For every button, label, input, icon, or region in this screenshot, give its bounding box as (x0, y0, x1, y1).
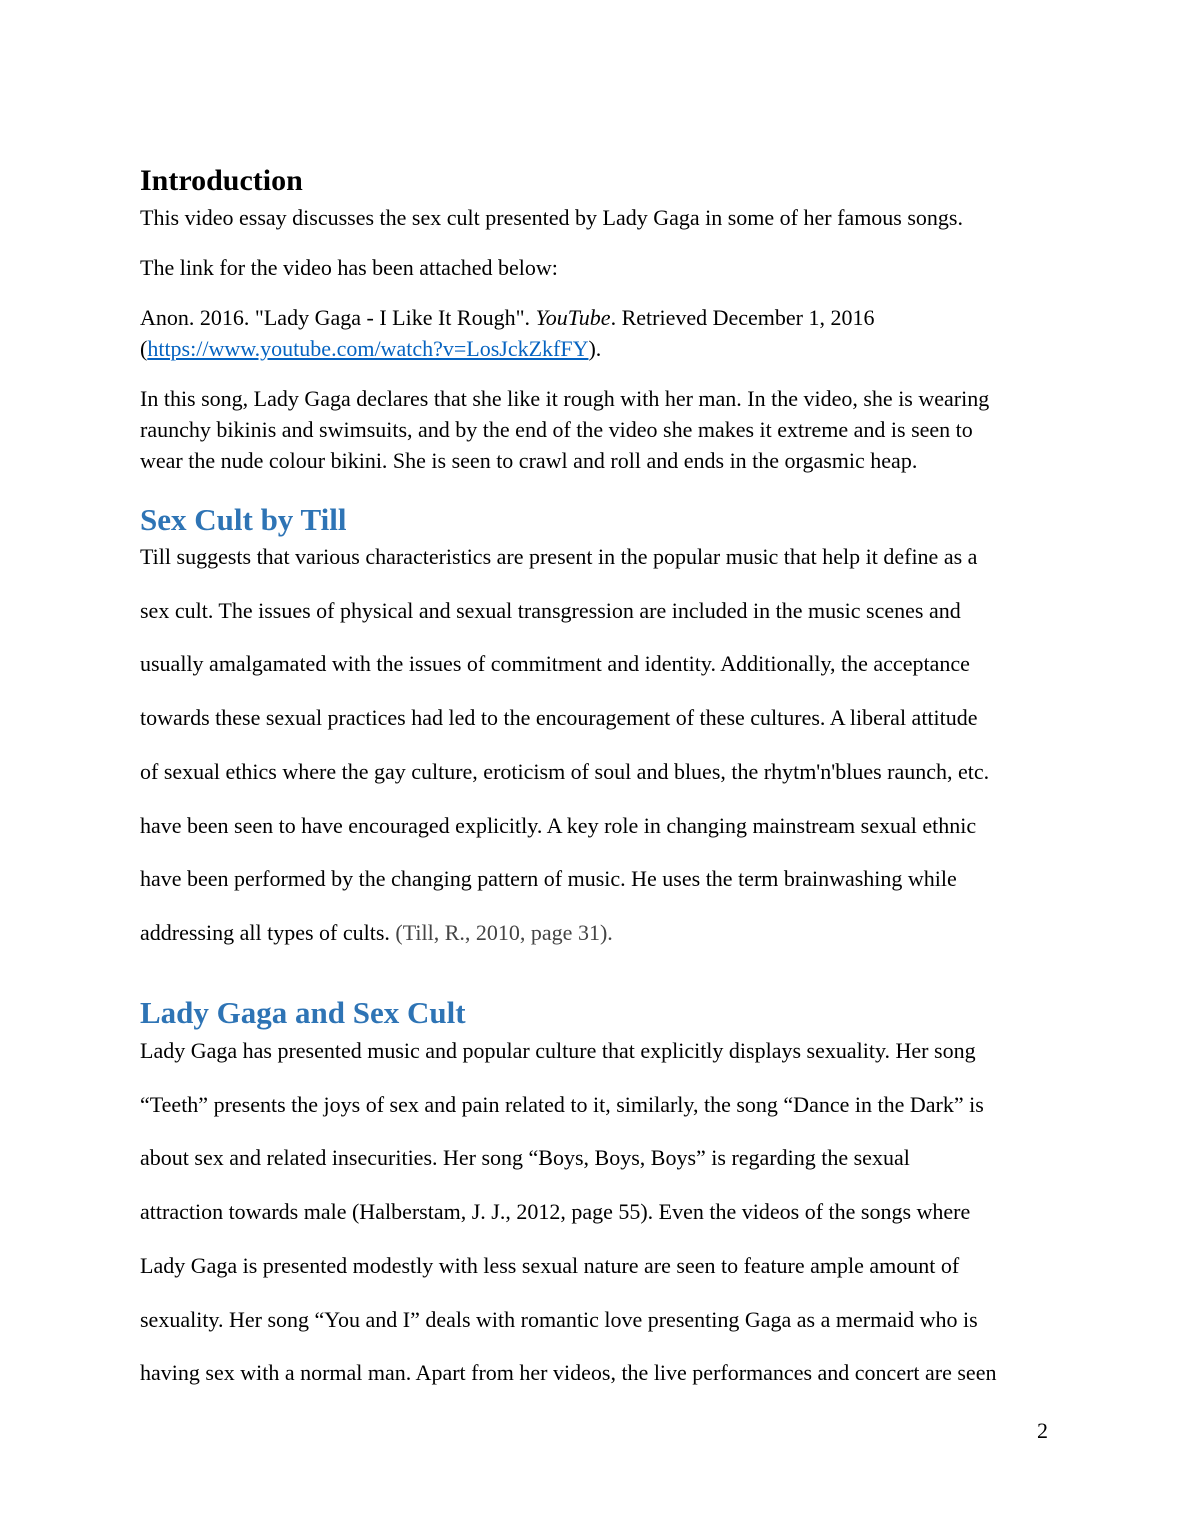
youtube-link[interactable]: https://www.youtube.com/watch?v=LosJckZkfFY (147, 336, 589, 361)
text-line: In this song, Lady Gaga declares that she like it rough with her man. In the video, she is wearing (140, 386, 990, 411)
reference-close-paren: ). (588, 336, 602, 361)
text-line: having sex with a normal man. Apart from her videos, the live performances and concert are seen (140, 1360, 997, 1386)
text-line: Lady Gaga has presented music and popular culture that explicitly displays sexuality. Her song (140, 1038, 976, 1063)
text-line: sexuality. Her song “You and I” deals with romantic love presenting Gaga as a mermaid who is (140, 1306, 978, 1332)
text-line: attraction towards male (Halberstam, J. J., 2012, page 55). Even the videos of the songs where (140, 1199, 971, 1225)
text-line: raunchy bikinis and swimsuits, and by the end of the video she makes it extreme and is seen to (140, 417, 973, 442)
text-line: about sex and related insecurities. Her song “Boys, Boys, Boys” is regarding the sexual (140, 1145, 910, 1171)
text-line: of sexual ethics where the gay culture, eroticism of soul and blues, the rhytm'n'blues raunch, etc. (140, 758, 990, 784)
reference-text: Anon. 2016. "Lady Gaga - I Like It Rough". (140, 305, 536, 330)
till-citation: (Till, R., 2010, page 31). (395, 919, 613, 945)
text-line: have been seen to have encouraged explicitly. A key role in changing mainstream sexual ethnic (140, 812, 977, 838)
reference-paragraph (140, 302, 1055, 364)
text-line: have been performed by the changing pattern of music. He uses the term brainwashing while (140, 866, 957, 892)
heading-introduction: Introduction (140, 164, 303, 197)
heading-sex-cult-by-till: Sex Cult by Till (140, 502, 347, 537)
till-paragraph (140, 530, 1055, 960)
text-line: wear the nude colour bikini. She is seen to crawl and roll and ends in the orgasmic heap. (140, 448, 918, 473)
link-intro-paragraph: The link for the video has been attached below: (140, 255, 558, 280)
text-line: usually amalgamated with the issues of commitment and identity. Additionally, the acceptance (140, 651, 970, 677)
text-line: sex cult. The issues of physical and sexual transgression are included in the music scenes and (140, 597, 961, 623)
gaga-paragraph (140, 1024, 1055, 1400)
text-line: “Teeth” presents the joys of sex and pain related to it, similarly, the song “Dance in the Dark” is (140, 1091, 984, 1117)
till-last-line: addressing all types of cults. (140, 919, 396, 945)
text-line: towards these sexual practices had led to the encouragement of these cultures. A liberal attitude (140, 705, 978, 731)
text-line (140, 920, 613, 945)
reference-open-paren: ( (140, 336, 148, 361)
reference-source: YouTube (535, 305, 611, 330)
text-line: Till suggests that various characteristics are present in the popular music that help it define as a (140, 544, 978, 569)
heading-lady-gaga-and-sex-cult: Lady Gaga and Sex Cult (140, 995, 466, 1030)
song-description-paragraph (140, 383, 1055, 476)
intro-paragraph: This video essay discusses the sex cult presented by Lady Gaga in some of her famous songs. (140, 205, 963, 230)
text-line: Lady Gaga is presented modestly with less sexual nature are seen to feature ample amount of (140, 1252, 960, 1278)
page-number: 2 (1037, 1418, 1048, 1443)
reference-retrieved: . Retrieved December 1, 2016 (610, 305, 875, 330)
